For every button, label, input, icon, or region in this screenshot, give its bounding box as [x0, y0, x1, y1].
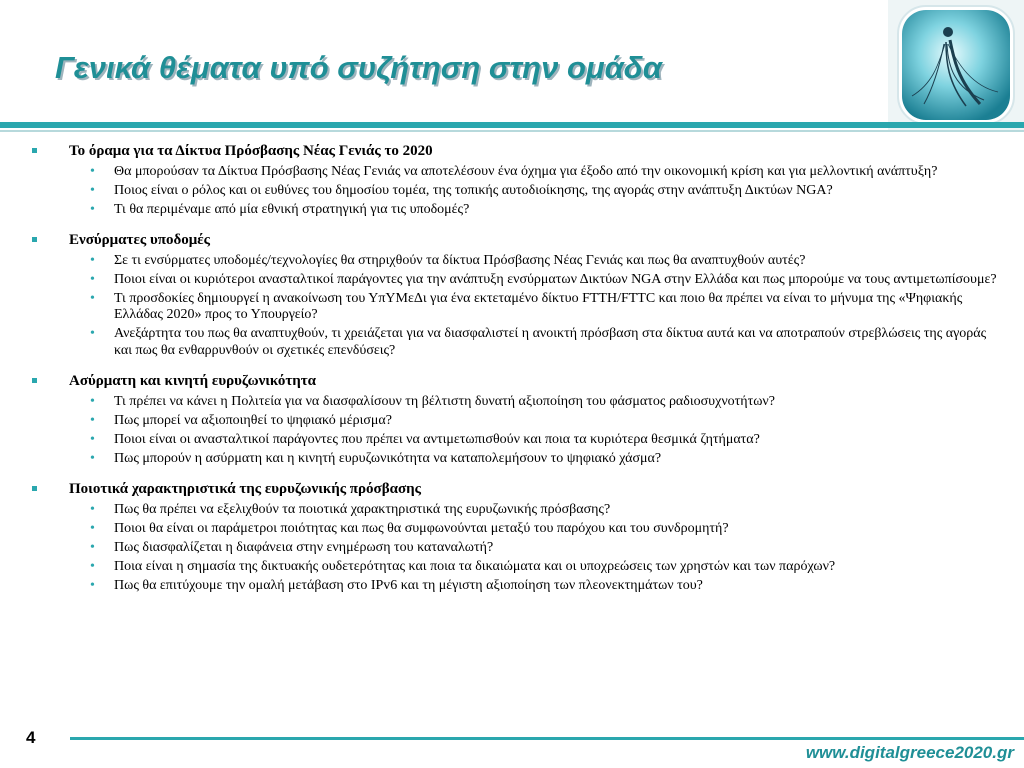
list-item — [30, 164, 1005, 181]
list-item — [30, 202, 1005, 219]
list-item-text: Τι προσδοκίες δημιουργεί η ανακοίνωση του ΥπΥΜεΔι για ένα εκτεταμένο δίκτυο FTTH/FTTC και ποιο θα πρέπει να είναι το μήνυμα της «Ψηφιακής Ελλάδας 2020» προς το Υπουργείο? — [114, 290, 963, 322]
bullet-icon: • — [90, 539, 95, 555]
bullet-icon: • — [90, 201, 95, 217]
list-item — [30, 291, 1005, 324]
section-heading — [30, 142, 1005, 161]
list-item-text: Τι θα περιμέναμε από μία εθνική στρατηγική για τις υποδομές? — [114, 201, 470, 217]
bullet-icon: • — [90, 520, 95, 536]
section-heading — [30, 480, 1005, 499]
bullet-icon: • — [90, 412, 95, 428]
header-divider — [0, 122, 1024, 128]
list-item-text: Πως θα επιτύχουμε την ομαλή μετάβαση στο IPv6 και τη μέγιστη αξιοποίηση των πλεονεκτημάτων του? — [114, 577, 703, 593]
bullet-icon: • — [90, 290, 95, 306]
bullet-icon: • — [90, 182, 95, 198]
sub-list — [30, 253, 1005, 360]
list-item-text: Θα μπορούσαν τα Δίκτυα Πρόσβασης Νέας Γενιάς να αποτελέσουν ένα όχημα για έξοδο από την οικονομική κρίση και για μελλοντική ανάπτυξη? — [114, 163, 938, 179]
website-url[interactable]: www.digitalgreece2020.gr — [805, 743, 1014, 762]
list-item — [30, 502, 1005, 519]
header-divider-light — [0, 130, 1024, 132]
section-heading — [30, 372, 1005, 391]
slide-title: Γενικά θέματα υπό συζήτηση στην ομάδα — [55, 50, 662, 85]
list-item — [30, 540, 1005, 557]
bullet-icon: • — [90, 577, 95, 593]
list-item-text: Πως διασφαλίζεται η διαφάνεια στην ενημέρωση του καταναλωτή? — [114, 539, 494, 555]
section-quality — [30, 480, 1005, 594]
square-bullet-icon — [32, 378, 37, 383]
bullet-icon: • — [90, 326, 95, 341]
digital-greece-logo — [888, 0, 1024, 132]
section-heading-text: Ενσύρματες υποδομές — [69, 232, 210, 248]
list-item-text: Ποιος είναι ο ρόλος και οι ευθύνες του δημοσίου τομέα, της τοπικής αυτοδιοίκησης, της αγοράς στην ανάπτυξη Δικτύων NGA? — [114, 182, 833, 198]
section-heading-text: Ασύρματη και κινητή ευρυζωνικότητα — [69, 373, 317, 389]
list-item — [30, 326, 1005, 359]
bullet-icon: • — [90, 271, 95, 287]
square-bullet-icon — [32, 237, 37, 242]
list-item-text: Τι πρέπει να κάνει η Πολιτεία για να διασφαλίσουν τη βέλτιστη δυνατή αξιοποίηση του φάσματος ραδιοσυχνοτήτων? — [114, 393, 775, 409]
slide-content — [30, 142, 1005, 607]
section-heading-text: Ποιοτικά χαρακτηριστικά της ευρυζωνικής πρόσβασης — [69, 481, 421, 497]
bullet-icon: • — [90, 252, 95, 268]
list-item-text: Πως μπορούν η ασύρματη και η κινητή ευρυζωνικότητα να καταπολεμήσουν το ψηφιακό χάσμα? — [114, 450, 662, 466]
list-item — [30, 394, 1005, 411]
list-item-text: Ανεξάρτητα του πως θα αναπτυχθούν, τι χρειάζεται για να διασφαλιστεί η ανοικτή πρόσβαση στα δίκτυα αυτά και να αποτραπούν στρεβλώσεις της αγοράς και πως θα ενθαρρυνθούν οι σχετικές επενδύσεις? — [114, 326, 987, 358]
list-item — [30, 578, 1005, 595]
section-heading-text: Το όραμα για τα Δίκτυα Πρόσβασης Νέας Γενιάς το 2020 — [69, 143, 433, 159]
section-wireless — [30, 372, 1005, 467]
sub-list — [30, 394, 1005, 468]
bullet-icon: • — [90, 558, 95, 574]
list-item — [30, 559, 1005, 576]
list-item — [30, 521, 1005, 538]
list-item-text: Ποιοι είναι οι ανασταλτικοί παράγοντες που πρέπει να αντιμετωπισθούν και ποια τα κυριότερα θεσμικά ζητήματα? — [114, 431, 760, 447]
list-item-text: Πως θα πρέπει να εξελιχθούν τα ποιοτικά χαρακτηριστικά της ευρυζωνικής πρόσβασης? — [114, 501, 611, 517]
section-heading — [30, 231, 1005, 250]
bullet-icon: • — [90, 501, 95, 517]
list-item — [30, 451, 1005, 468]
square-bullet-icon — [32, 486, 37, 491]
list-item — [30, 253, 1005, 270]
bullet-icon: • — [90, 393, 95, 409]
sub-list — [30, 502, 1005, 595]
list-item-text: Ποια είναι η σημασία της δικτυακής ουδετερότητας και ποια τα δικαιώματα και οι υποχρεώσεις των χρηστών και των παρόχων? — [114, 558, 836, 574]
list-item-text: Πως μπορεί να αξιοποιηθεί το ψηφιακό μέρισμα? — [114, 412, 392, 428]
list-item — [30, 432, 1005, 449]
page-number: 4 — [26, 728, 36, 747]
bullet-icon: • — [90, 450, 95, 466]
section-wired — [30, 231, 1005, 359]
list-item-text: Σε τι ενσύρματες υποδομές/τεχνολογίες θα στηριχθούν τα δίκτυα Πρόσβασης Νέας Γενιάς και πως θα αναπτυχθούν αυτές? — [114, 252, 806, 268]
list-item-text: Ποιοι θα είναι οι παράμετροι ποιότητας και πως θα συμφωνούνται μεταξύ του παρόχου και του συνδρομητή? — [114, 520, 729, 536]
list-item — [30, 183, 1005, 200]
section-vision — [30, 142, 1005, 218]
sub-list — [30, 164, 1005, 219]
square-bullet-icon — [32, 148, 37, 153]
bullet-icon: • — [90, 431, 95, 447]
bullet-icon: • — [90, 163, 95, 179]
list-item-text: Ποιοι είναι οι κυριότεροι ανασταλτικοί παράγοντες για την ανάπτυξη ενσύρματων Δικτύων NGA στην Ελλάδα και πως μπορούμε να τους αντιμετωπίσουμε? — [114, 271, 997, 287]
list-item — [30, 272, 1005, 289]
list-item — [30, 413, 1005, 430]
footer-divider — [70, 737, 1024, 740]
